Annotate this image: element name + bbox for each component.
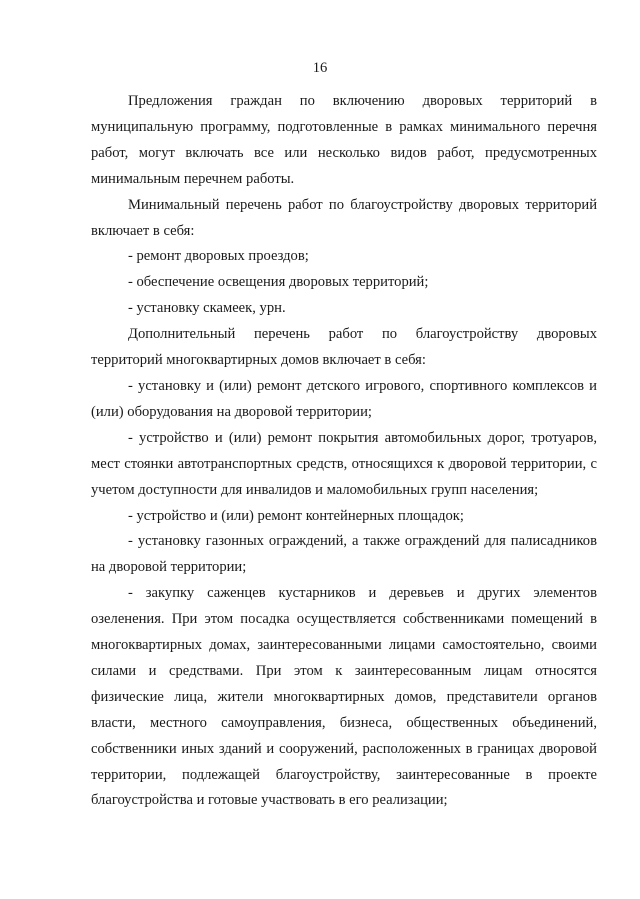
list-item-fences: - установку газонных ограждений, а также ограждений для палисадников на дворовой территории; xyxy=(91,533,597,576)
paragraph-additional-list-intro: Дополнительный перечень работ по благоустройству дворовых территорий многоквартирных домов включает в себя: xyxy=(91,326,597,369)
list-item-road-repair: - ремонт дворовых проездов; xyxy=(128,248,309,265)
list-item-benches: - установку скамеек, урн. xyxy=(128,300,286,317)
list-item-road-surface: - устройство и (или) ремонт покрытия автомобильных дорог, тротуаров, мест стоянки автотранспортных средств, относящихся к дворовой территории, с учетом доступности для инвалидов и маломобильных групп населения; xyxy=(91,429,597,498)
list-item-container-sites: - устройство и (или) ремонт контейнерных площадок; xyxy=(128,507,464,524)
list-item-greenery: - закупку саженцев кустарников и деревьев и других элементов озеленения. При этом посадка осуществляется собственниками помещений в многоквартирных домах, заинтересованными лицами самостоятельно, своими силами и средствами. При этом к заинтересованным лицам относятся физические лица, жители многоквартирных домов, представители органов власти, местного самоуправления, бизнеса, общественных объединений, собственники иных зданий и сооружений, расположенных в границах дворовой территории, подлежащей благоустройству, заинтересованные в проекте благоустройства и готовые участвовать в его реализации; xyxy=(91,585,597,809)
paragraph-minimal-list-intro: Минимальный перечень работ по благоустройству дворовых территорий включает в себя: xyxy=(91,196,597,239)
body-text xyxy=(91,89,597,814)
paragraph-proposals: Предложения граждан по включению дворовых территорий в муниципальную программу, подготовленные в рамках минимального перечня работ, могут включать все или несколько видов работ, предусмотренных минимальным перечнем работы. xyxy=(91,93,597,187)
list-item-lighting: - обеспечение освещения дворовых территорий; xyxy=(128,274,429,291)
page-number: 16 xyxy=(312,60,328,76)
list-item-playground: - установку и (или) ремонт детского игрового, спортивного комплексов и (или) оборудования на дворовой территории; xyxy=(91,377,597,420)
